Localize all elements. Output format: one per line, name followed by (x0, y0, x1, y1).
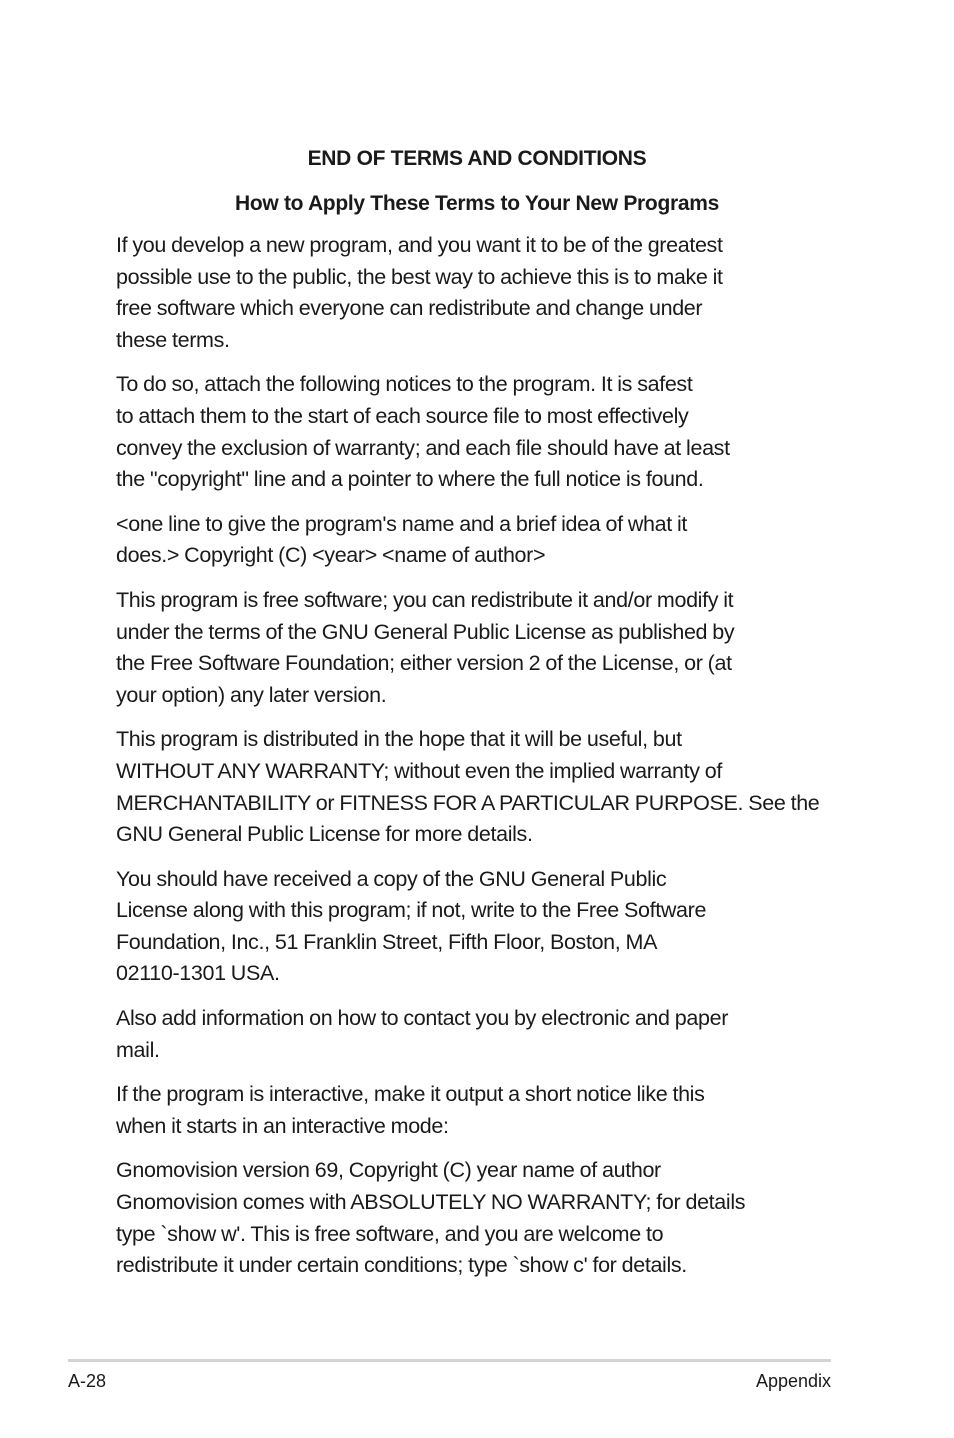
paragraph-free-software-notice: This program is free software; you can redistribute it and/or modify it under the terms of the GNU General Public License as published by the Free Software Foundation; either version 2 of the License, or (at your option) any later version. (116, 587, 735, 707)
footer-divider (68, 1359, 831, 1362)
paragraph-copyright-line: <one line to give the program's name and a brief idea of what it does.> Copyright (C) <year> <name of author> (116, 511, 688, 568)
paragraph-interactive: If the program is interactive, make it output a short notice like this when it starts in an interactive mode: (116, 1082, 705, 1138)
paragraph-contact-info: Also add information on how to contact you by electronic and paper mail. (116, 1006, 729, 1062)
section-end-heading: END OF TERMS AND CONDITIONS (307, 147, 647, 170)
body-text (116, 230, 840, 1295)
paragraph-attach-notices: To do so, attach the following notices to the program. It is safest to attach them to the start of each source file to most effectively convey the exclusion of warranty; and each file should have at least the "copyright" line and a pointer to where the full notice is found. (116, 372, 730, 492)
section-how-to-apply-heading: How to Apply These Terms to Your New Programs (235, 192, 719, 215)
paragraph-no-warranty: This program is distributed in the hope that it will be useful, but WITHOUT ANY WARRANTY; without even the implied warranty of MERCHANTABILITY or FITNESS FOR A PARTICULAR PURPOSE. See the GNU General Public License for more details. (116, 727, 820, 847)
footer-page-number: A-28 (68, 1371, 107, 1391)
paragraph-received-copy: You should have received a copy of the GNU General Public License along with this program; if not, write to the Free Software Foundation, Inc., 51 Franklin Street, Fifth Floor, Boston, MA 02110-1301 USA. (116, 866, 707, 986)
footer-section-label: Appendix (755, 1371, 831, 1391)
paragraph-develop-new-program: If you develop a new program, and you want it to be of the greatest possible use to the public, the best way to achieve this is to make it free software which everyone can redistribute and change under these terms. (116, 233, 723, 352)
paragraph-gnomovision-example: Gnomovision version 69, Copyright (C) year name of author Gnomovision comes with ABSOLUTELY NO WARRANTY; for details type `show w'. This is free software, and you are welcome to redistribute it under certain conditions; type `show c' for details. (116, 1158, 746, 1278)
